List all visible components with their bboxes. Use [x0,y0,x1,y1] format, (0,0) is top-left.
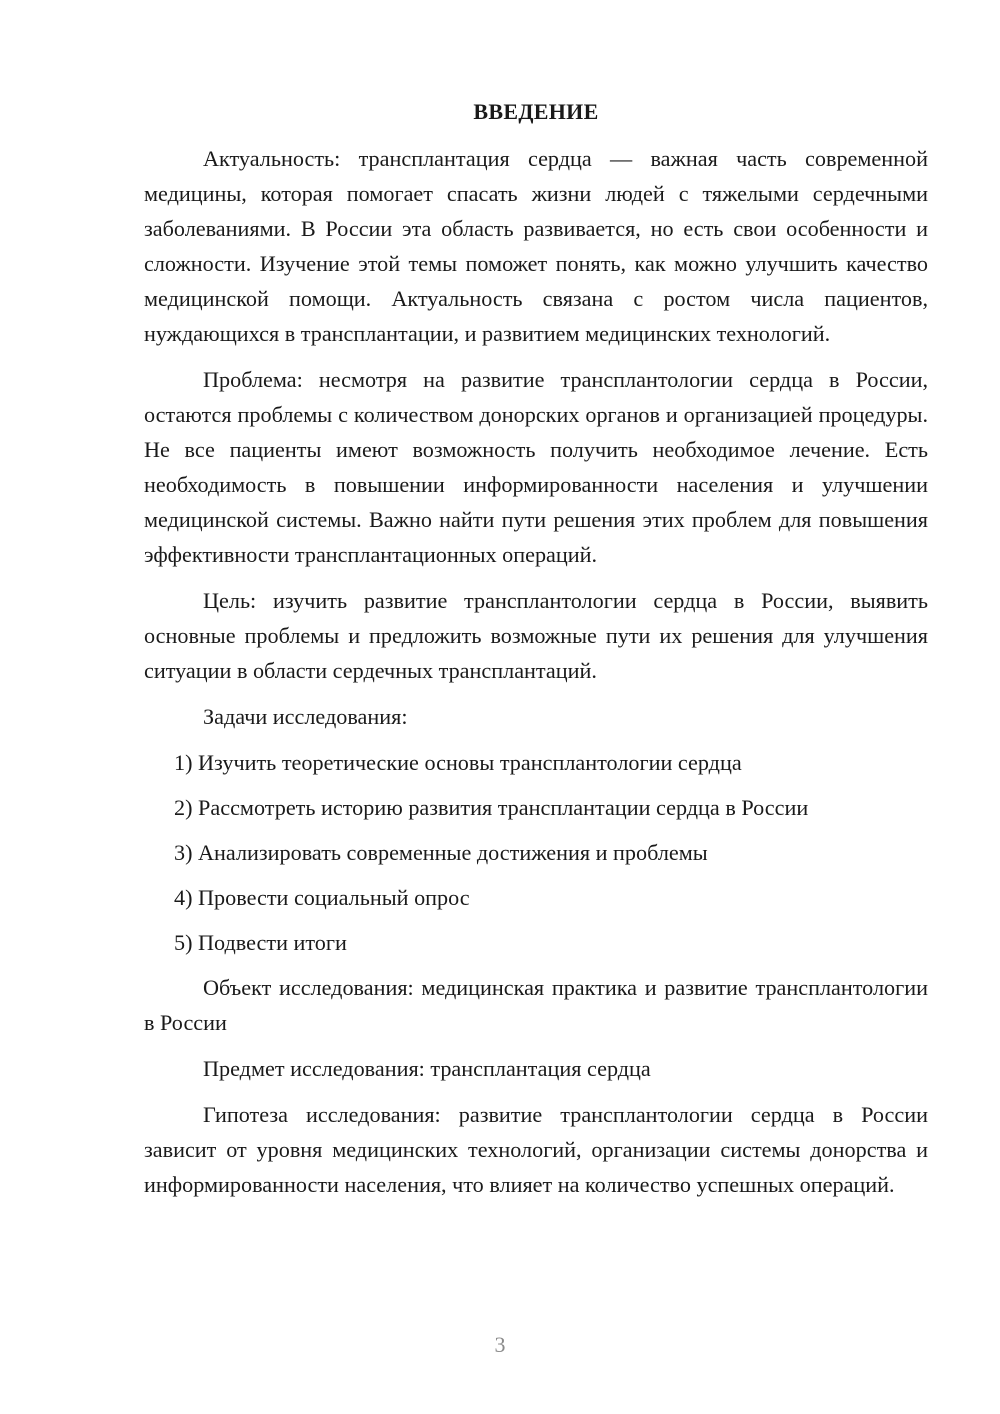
problem-paragraph: Проблема: несмотря на развитие трансплантологии сердца в России, остаются проблемы с количеством донорских органов и организацией процедуры. Не все пациенты имеют возможность получить необходимое лечение. Есть необходимость в повышении информированности населения и улучшении медицинской системы. Важно найти пути решения этих проблем для повышения эффективности трансплантационных операций. [144,367,928,567]
tasks-intro: Задачи исследования: [203,704,408,729]
hypothesis-paragraph: Гипотеза исследования: развитие трансплантологии сердца в России зависит от уровня медицинских технологий, организации системы донорства и информированности населения, что влияет на количество успешных операций. [144,1102,928,1197]
section-heading: ВВЕДЕНИЕ [473,99,599,124]
page-content [144,94,928,1213]
goal-paragraph: Цель: изучить развитие трансплантологии сердца в России, выявить основные проблемы и предложить возможные пути их решения для улучшения ситуации в области сердечных трансплантаций. [144,588,928,683]
subject-paragraph: Предмет исследования: трансплантация сердца [203,1056,651,1081]
task-item-5: 5) Подвести итоги [174,930,347,955]
task-item-4: 4) Провести социальный опрос [174,885,470,910]
object-paragraph: Объект исследования: медицинская практика и развитие трансплантологии в России [144,975,928,1035]
page-number: 3 [494,1332,506,1357]
task-item-1: 1) Изучить теоретические основы трансплантологии сердца [174,750,742,775]
tasks-list [144,745,928,960]
task-item-2: 2) Рассмотреть историю развития трансплантации сердца в России [174,795,809,820]
task-item-3: 3) Анализировать современные достижения и проблемы [174,840,708,865]
relevance-paragraph: Актуальность: трансплантация сердца — важная часть современной медицины, которая помогает спасать жизни людей с тяжелыми сердечными заболеваниями. В России эта область развивается, но есть свои особенности и сложности. Изучение этой темы поможет понять, как можно улучшить качество медицинской помощи. Актуальность связана с ростом числа пациентов, нуждающихся в трансплантации, и развитием медицинских технологий. [144,146,928,346]
